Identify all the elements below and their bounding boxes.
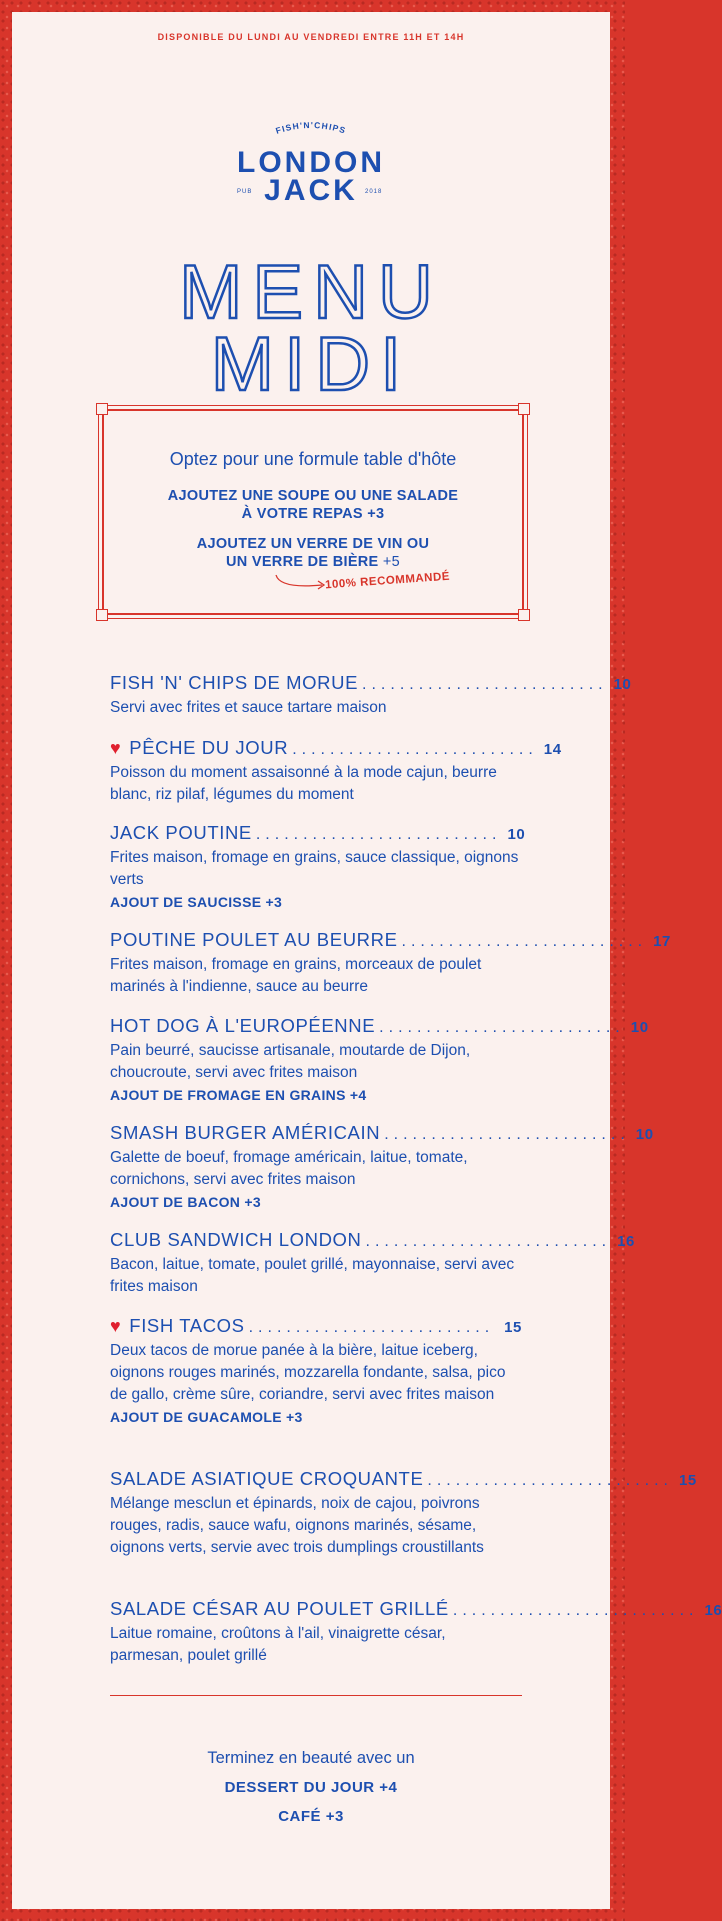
menu-item (110, 1229, 635, 1298)
menu-item-header (110, 1468, 697, 1490)
menu-item-name: CLUB SANDWICH LONDON (110, 1229, 362, 1250)
menu-item-description: Frites maison, fromage en grains, sauce classique, oignons verts (110, 849, 519, 888)
london-jack-logo (211, 112, 411, 212)
svg-text:2018: 2018 (365, 189, 383, 195)
menu-item (110, 929, 671, 998)
menu-item (110, 1315, 522, 1425)
svg-text:LONDON: LONDON (237, 146, 385, 179)
menu-item-description: Frites maison, fromage en grains, morceaux de poulet marinés à l'indienne, sauce au beurre (110, 956, 482, 995)
wine-offer-line1: AJOUTEZ UN VERRE DE VIN OU (196, 536, 430, 552)
menu-item-name: SALADE ASIATIQUE CROQUANTE (110, 1468, 424, 1489)
menu-item-header (110, 1315, 522, 1337)
menu-item-price: 10 (507, 826, 526, 843)
menu-item-price: 10 (635, 1126, 654, 1143)
menu-item-header (110, 1015, 649, 1037)
menu-item-price: 15 (678, 1472, 697, 1489)
title-menu: MENU (179, 250, 443, 335)
menu-item-description: Bacon, laitue, tomate, poulet grillé, mayonnaise, servi avec frites maison (110, 1256, 515, 1295)
menu-item (110, 1122, 654, 1210)
menu-item-name: POUTINE POULET AU BEURRE (110, 929, 398, 950)
menu-item-description: Poisson du moment assaisonné à la mode cajun, beurre blanc, riz pilaf, légumes du moment (110, 764, 497, 803)
menu-page (12, 12, 722, 1909)
dot-leader: .......................... (384, 1126, 630, 1143)
divider (110, 1695, 522, 1696)
dot-leader: .......................... (292, 741, 538, 758)
menu-item-description: Galette de boeuf, fromage américain, laitue, tomate, cornichons, servi avec frites maison (110, 1149, 468, 1188)
dessert-offer: DESSERT DU JOUR +4 (224, 1779, 398, 1796)
menu-item-description: Pain beurré, saucisse artisanale, moutarde de Dijon, choucroute, servi avec frites maison (110, 1042, 471, 1081)
menu-item-addon: AJOUT DE FROMAGE EN GRAINS +4 (110, 1087, 367, 1103)
menu-item-name: SMASH BURGER AMÉRICAIN (110, 1122, 381, 1143)
dot-leader: .......................... (401, 933, 648, 950)
dot-leader: .......................... (362, 676, 608, 693)
dot-leader: .......................... (255, 826, 502, 843)
menu-item-price: 10 (613, 676, 632, 693)
menu-item-price: 17 (653, 933, 671, 950)
svg-text:JACK: JACK (264, 174, 358, 207)
menu-item-price: 16 (617, 1233, 635, 1250)
dot-leader: .......................... (452, 1602, 699, 1619)
menu-item-price: 14 (543, 741, 562, 758)
dot-leader: .......................... (248, 1319, 495, 1336)
menu-item-header (110, 1229, 635, 1251)
menu-item-description: Laitue romaine, croûtons à l'ail, vinaigrette césar, parmesan, poulet grillé (110, 1625, 446, 1664)
menu-item-description: Servi avec frites et sauce tartare maison (110, 699, 387, 716)
coffee-offer: CAFÉ +3 (278, 1808, 344, 1825)
menu-item-addon: AJOUT DE GUACAMOLE +3 (110, 1409, 303, 1425)
menu-item-name: FISH TACOS (129, 1315, 245, 1336)
menu-item-addon: AJOUT DE BACON +3 (110, 1194, 261, 1210)
menu-item-name: PÊCHE DU JOUR (129, 737, 289, 758)
menu-item (110, 1468, 697, 1559)
menu-item-price: 15 (504, 1319, 522, 1336)
title-midi: MIDI (210, 322, 412, 407)
menu-item-header (110, 672, 632, 694)
svg-text:PUB: PUB (237, 189, 253, 195)
menu-item-name: FISH 'N' CHIPS DE MORUE (110, 672, 359, 693)
menu-item (110, 1015, 649, 1103)
availability-note: DISPONIBLE DU LUNDI AU VENDREDI ENTRE 11H ET 14H (157, 32, 465, 42)
menu-item-price: 10 (630, 1019, 649, 1036)
footer-intro: Terminez en beauté avec un (207, 1749, 415, 1767)
wine-offer-line2: UN VERRE DE BIÈRE +5 (225, 554, 401, 570)
menu-item-price: 16 (704, 1602, 722, 1619)
menu-item-header (110, 737, 562, 759)
svg-text:FISH'N'CHIPS: FISH'N'CHIPS (274, 119, 348, 136)
menu-item-header (110, 929, 671, 951)
menu-item-description: Mélange mesclun et épinards, noix de cajou, poivrons rouges, radis, sauce wafu, oignons marinés, sésame, oignons verts, servie avec trois dumplings croustillants (110, 1495, 484, 1556)
heart-icon: ♥ (110, 1316, 122, 1336)
recommended-note: 100% RECOMMANDÉ (324, 570, 451, 592)
formula-intro: Optez pour une formule table d'hôte (169, 449, 457, 469)
soup-offer-line1: AJOUTEZ UNE SOUPE OU UNE SALADE (167, 488, 459, 504)
menu-item-name: HOT DOG À L'EUROPÉENNE (110, 1015, 376, 1036)
soup-offer-line2: À VOTRE REPAS +3 (241, 506, 385, 522)
dot-leader: .......................... (427, 1472, 673, 1489)
menu-item (110, 672, 632, 719)
dot-leader: .......................... (379, 1019, 625, 1036)
menu-item-header (110, 822, 526, 844)
menu-item-name: JACK POUTINE (110, 822, 252, 843)
dot-leader: .......................... (365, 1233, 612, 1250)
menu-item-description: Deux tacos de morue panée à la bière, laitue iceberg, oignons rouges marinés, mozzarella fondante, salsa, pico de gallo, crème sûre, coriandre, servi avec frites maison (110, 1342, 506, 1403)
menu-item (110, 822, 526, 910)
formula-box (102, 409, 524, 615)
menu-item (110, 1598, 722, 1667)
menu-item-name: SALADE CÉSAR AU POULET GRILLÉ (110, 1598, 449, 1619)
menu-item (110, 737, 562, 806)
heart-icon: ♥ (110, 738, 122, 758)
menu-item-header (110, 1122, 654, 1144)
menu-item-addon: AJOUT DE SAUCISSE +3 (110, 894, 283, 910)
menu-item-header (110, 1598, 722, 1620)
